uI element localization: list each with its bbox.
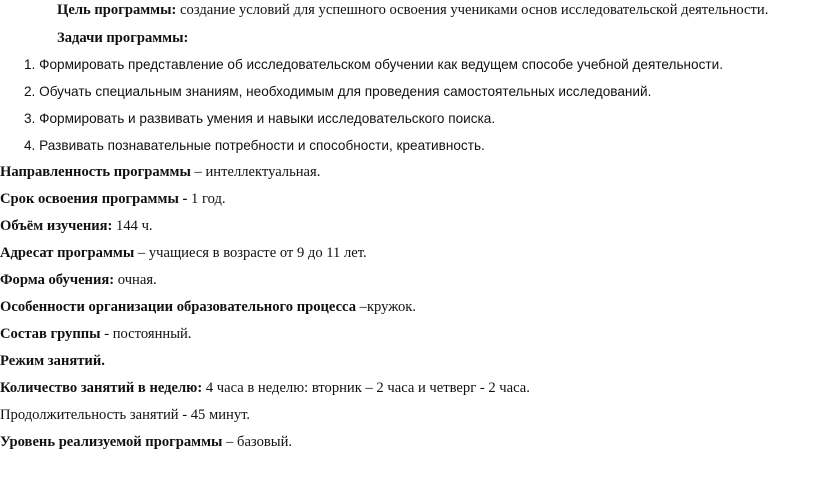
field-lessons-per-week [0,379,530,397]
field-value: 144 ч. [112,218,153,234]
field-label: Объём изучения: [0,218,113,234]
field-organization [0,298,416,316]
task-item-1 [24,56,723,74]
field-label: Направленность программы [0,164,191,180]
goal-text: создание условий для успешного освоения учениками основ исследовательской деятельности. [176,2,769,18]
task-item-2 [24,83,651,101]
field-volume [0,217,153,235]
task-text: Формировать и развивать умения и навыки исследовательского поиска. [35,111,496,126]
field-label: Адресат программы [0,245,135,261]
task-text: Развивать познавательные потребности и способности, креативность. [35,138,485,153]
field-level [0,433,292,451]
field-group [0,325,191,343]
goal-line [57,1,768,19]
tasks-heading [57,29,188,47]
field-value: – базовый. [222,434,293,450]
field-duration [0,190,226,208]
field-value: – интеллектуальная. [190,164,321,180]
field-label: Уровень реализуемой программы [0,434,223,450]
field-label: Состав группы [0,326,101,342]
field-value: Продолжительность занятий - 45 минут. [0,407,251,423]
field-value: –кружок. [356,299,417,315]
tasks-heading-label: Задачи программы: [57,30,189,46]
field-audience [0,244,367,262]
field-label: Форма обучения: [0,272,115,288]
task-number: 3. [24,111,36,126]
goal-label: Цель программы: [57,2,177,18]
task-text: Обучать специальным знаниям, необходимым для проведения самостоятельных исследований. [35,84,652,99]
field-value: 1 год. [187,191,226,207]
field-value: - постоянный. [100,326,192,342]
task-item-3 [24,110,495,128]
task-number: 1. [24,57,36,72]
task-number: 4. [24,138,36,153]
field-value: 4 часа в неделю: вторник – 2 часа и четверг - 2 часа. [202,380,530,396]
task-text: Формировать представление об исследовательском обучении как ведущем способе учебной деятельности. [35,57,724,72]
field-form [0,271,157,289]
field-label: Режим занятий. [0,353,105,369]
task-number: 2. [24,84,36,99]
field-value: очная. [114,272,157,288]
field-label: Особенности организации образовательного процесса [0,299,357,315]
task-item-4 [24,137,485,155]
field-schedule [0,352,105,370]
field-label: Срок освоения программы - [0,191,188,207]
field-lesson-length [0,406,250,424]
field-label: Количество занятий в неделю: [0,380,203,396]
field-value: – учащиеся в возрасте от 9 до 11 лет. [134,245,367,261]
field-direction [0,163,320,181]
